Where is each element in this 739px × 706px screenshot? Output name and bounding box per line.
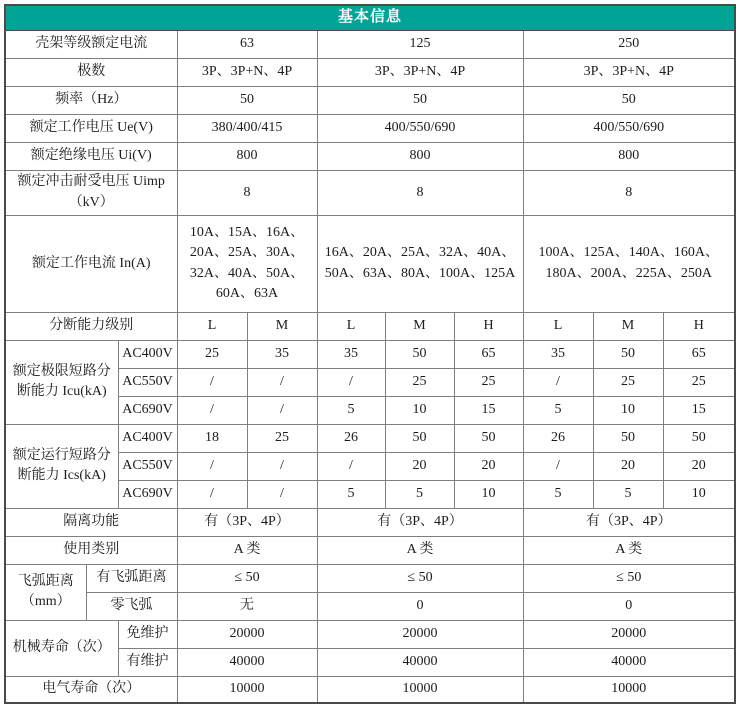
arc-value: ≤ 50 (177, 564, 317, 592)
ics-value: 10 (663, 480, 735, 508)
icu-voltage: AC550V (118, 368, 177, 396)
row-rated-voltage-ue (5, 114, 735, 142)
icu-value: 25 (385, 368, 454, 396)
icu-value: 5 (317, 396, 385, 424)
uimp-value: 8 (177, 170, 317, 215)
icu-value: / (177, 396, 247, 424)
icu-value: / (177, 368, 247, 396)
breaking-class-value: L (177, 312, 247, 340)
frequency-label: 频率（Hz） (5, 86, 177, 114)
row-utilization-category (5, 536, 735, 564)
row-mech-life-free (5, 620, 735, 648)
row-zero-arc (5, 592, 735, 620)
icu-label: 额定极限短路分断能力 Icu(kA) (5, 340, 118, 424)
row-frame-current (5, 30, 735, 58)
isolation-value: 有（3P、4P） (317, 508, 523, 536)
poles-value: 3P、3P+N、4P (317, 58, 523, 86)
elec-life-label: 电气寿命（次） (5, 676, 177, 703)
isolation-label: 隔离功能 (5, 508, 177, 536)
arc-sub-label: 零飞弧 (86, 592, 177, 620)
table-header-row (5, 5, 735, 30)
ics-value: / (317, 452, 385, 480)
isolation-value: 有（3P、4P） (177, 508, 317, 536)
icu-value: / (317, 368, 385, 396)
frequency-value: 50 (317, 86, 523, 114)
row-rated-current-in (5, 215, 735, 312)
icu-value: 35 (523, 340, 593, 368)
icu-value: 35 (317, 340, 385, 368)
elec-life-value: 10000 (317, 676, 523, 703)
ics-value: 20 (593, 452, 663, 480)
ics-value: 5 (523, 480, 593, 508)
category-value: A 类 (523, 536, 735, 564)
row-icu-ac400v (5, 340, 735, 368)
ue-value: 380/400/415 (177, 114, 317, 142)
breaking-class-value: H (454, 312, 523, 340)
icu-value: / (247, 396, 317, 424)
uimp-value: 8 (523, 170, 735, 215)
icu-value: / (523, 368, 593, 396)
ics-value: / (177, 480, 247, 508)
table-title: 基本信息 (5, 5, 735, 30)
ics-voltage: AC400V (118, 424, 177, 452)
ics-value: 26 (317, 424, 385, 452)
mech-life-label: 机械寿命（次） (5, 620, 118, 676)
icu-value: 25 (593, 368, 663, 396)
category-value: A 类 (317, 536, 523, 564)
icu-value: / (247, 368, 317, 396)
ics-value: / (247, 452, 317, 480)
poles-value: 3P、3P+N、4P (523, 58, 735, 86)
mech-life-value: 40000 (177, 648, 317, 676)
mech-life-value: 20000 (523, 620, 735, 648)
row-ics-ac400v (5, 424, 735, 452)
arc-value: ≤ 50 (317, 564, 523, 592)
row-impulse-voltage-uimp (5, 170, 735, 215)
mech-life-value: 20000 (177, 620, 317, 648)
icu-value: 50 (385, 340, 454, 368)
mech-life-value: 40000 (523, 648, 735, 676)
ics-value: 5 (593, 480, 663, 508)
frame-current-value: 63 (177, 30, 317, 58)
breaking-class-label: 分断能力级别 (5, 312, 177, 340)
arc-value: 0 (523, 592, 735, 620)
ics-value: 50 (454, 424, 523, 452)
ue-label: 额定工作电压 Ue(V) (5, 114, 177, 142)
ics-value: 5 (317, 480, 385, 508)
breaking-class-value: H (663, 312, 735, 340)
icu-value: 35 (247, 340, 317, 368)
ics-value: 5 (385, 480, 454, 508)
ui-label: 额定绝缘电压 Ui(V) (5, 142, 177, 170)
ics-voltage: AC550V (118, 452, 177, 480)
ics-value: 50 (593, 424, 663, 452)
row-arc-distance (5, 564, 735, 592)
icu-value: 65 (663, 340, 735, 368)
icu-value: 5 (523, 396, 593, 424)
mech-life-sub-label: 免维护 (118, 620, 177, 648)
ue-value: 400/550/690 (523, 114, 735, 142)
ics-value: 50 (385, 424, 454, 452)
ics-value: / (523, 452, 593, 480)
isolation-value: 有（3P、4P） (523, 508, 735, 536)
ics-value: 20 (663, 452, 735, 480)
in-label: 额定工作电流 In(A) (5, 215, 177, 312)
poles-label: 极数 (5, 58, 177, 86)
icu-value: 65 (454, 340, 523, 368)
in-value: 100A、125A、140A、160A、180A、200A、225A、250A (523, 215, 735, 312)
icu-voltage: AC690V (118, 396, 177, 424)
ui-value: 800 (523, 142, 735, 170)
row-isolation (5, 508, 735, 536)
ics-label: 额定运行短路分断能力 Ics(kA) (5, 424, 118, 508)
arc-value: 无 (177, 592, 317, 620)
mech-life-sub-label: 有维护 (118, 648, 177, 676)
icu-value: 25 (177, 340, 247, 368)
frame-current-label: 壳架等级额定电流 (5, 30, 177, 58)
breaking-class-value: L (317, 312, 385, 340)
basic-info-table (4, 4, 736, 704)
ics-value: / (177, 452, 247, 480)
breaking-class-value: M (385, 312, 454, 340)
icu-value: 50 (593, 340, 663, 368)
ics-value: 50 (663, 424, 735, 452)
icu-value: 10 (385, 396, 454, 424)
ui-value: 800 (317, 142, 523, 170)
uimp-value: 8 (317, 170, 523, 215)
icu-value: 10 (593, 396, 663, 424)
icu-value: 25 (454, 368, 523, 396)
breaking-class-value: M (247, 312, 317, 340)
category-value: A 类 (177, 536, 317, 564)
row-electrical-life (5, 676, 735, 703)
row-poles (5, 58, 735, 86)
frame-current-value: 125 (317, 30, 523, 58)
mech-life-value: 40000 (317, 648, 523, 676)
breaking-class-value: L (523, 312, 593, 340)
row-insulation-voltage-ui (5, 142, 735, 170)
icu-voltage: AC400V (118, 340, 177, 368)
elec-life-value: 10000 (523, 676, 735, 703)
frequency-value: 50 (523, 86, 735, 114)
ics-value: 26 (523, 424, 593, 452)
arc-value: 0 (317, 592, 523, 620)
in-value: 10A、15A、16A、20A、25A、30A、32A、40A、50A、60A、63A (177, 215, 317, 312)
category-label: 使用类别 (5, 536, 177, 564)
ics-value: 10 (454, 480, 523, 508)
ics-value: / (247, 480, 317, 508)
ics-voltage: AC690V (118, 480, 177, 508)
icu-value: 25 (663, 368, 735, 396)
row-frequency (5, 86, 735, 114)
ics-value: 25 (247, 424, 317, 452)
icu-value: 15 (454, 396, 523, 424)
arc-value: ≤ 50 (523, 564, 735, 592)
breaking-class-value: M (593, 312, 663, 340)
uimp-label: 额定冲击耐受电压 Uimp（kV） (5, 170, 177, 215)
frequency-value: 50 (177, 86, 317, 114)
row-breaking-class (5, 312, 735, 340)
poles-value: 3P、3P+N、4P (177, 58, 317, 86)
ics-value: 20 (385, 452, 454, 480)
arc-sub-label: 有飞弧距离 (86, 564, 177, 592)
mech-life-value: 20000 (317, 620, 523, 648)
arc-distance-label: 飞弧距离（mm） (5, 564, 86, 620)
ics-value: 20 (454, 452, 523, 480)
ui-value: 800 (177, 142, 317, 170)
icu-value: 15 (663, 396, 735, 424)
elec-life-value: 10000 (177, 676, 317, 703)
in-value: 16A、20A、25A、32A、40A、50A、63A、80A、100A、125A (317, 215, 523, 312)
ue-value: 400/550/690 (317, 114, 523, 142)
frame-current-value: 250 (523, 30, 735, 58)
ics-value: 18 (177, 424, 247, 452)
